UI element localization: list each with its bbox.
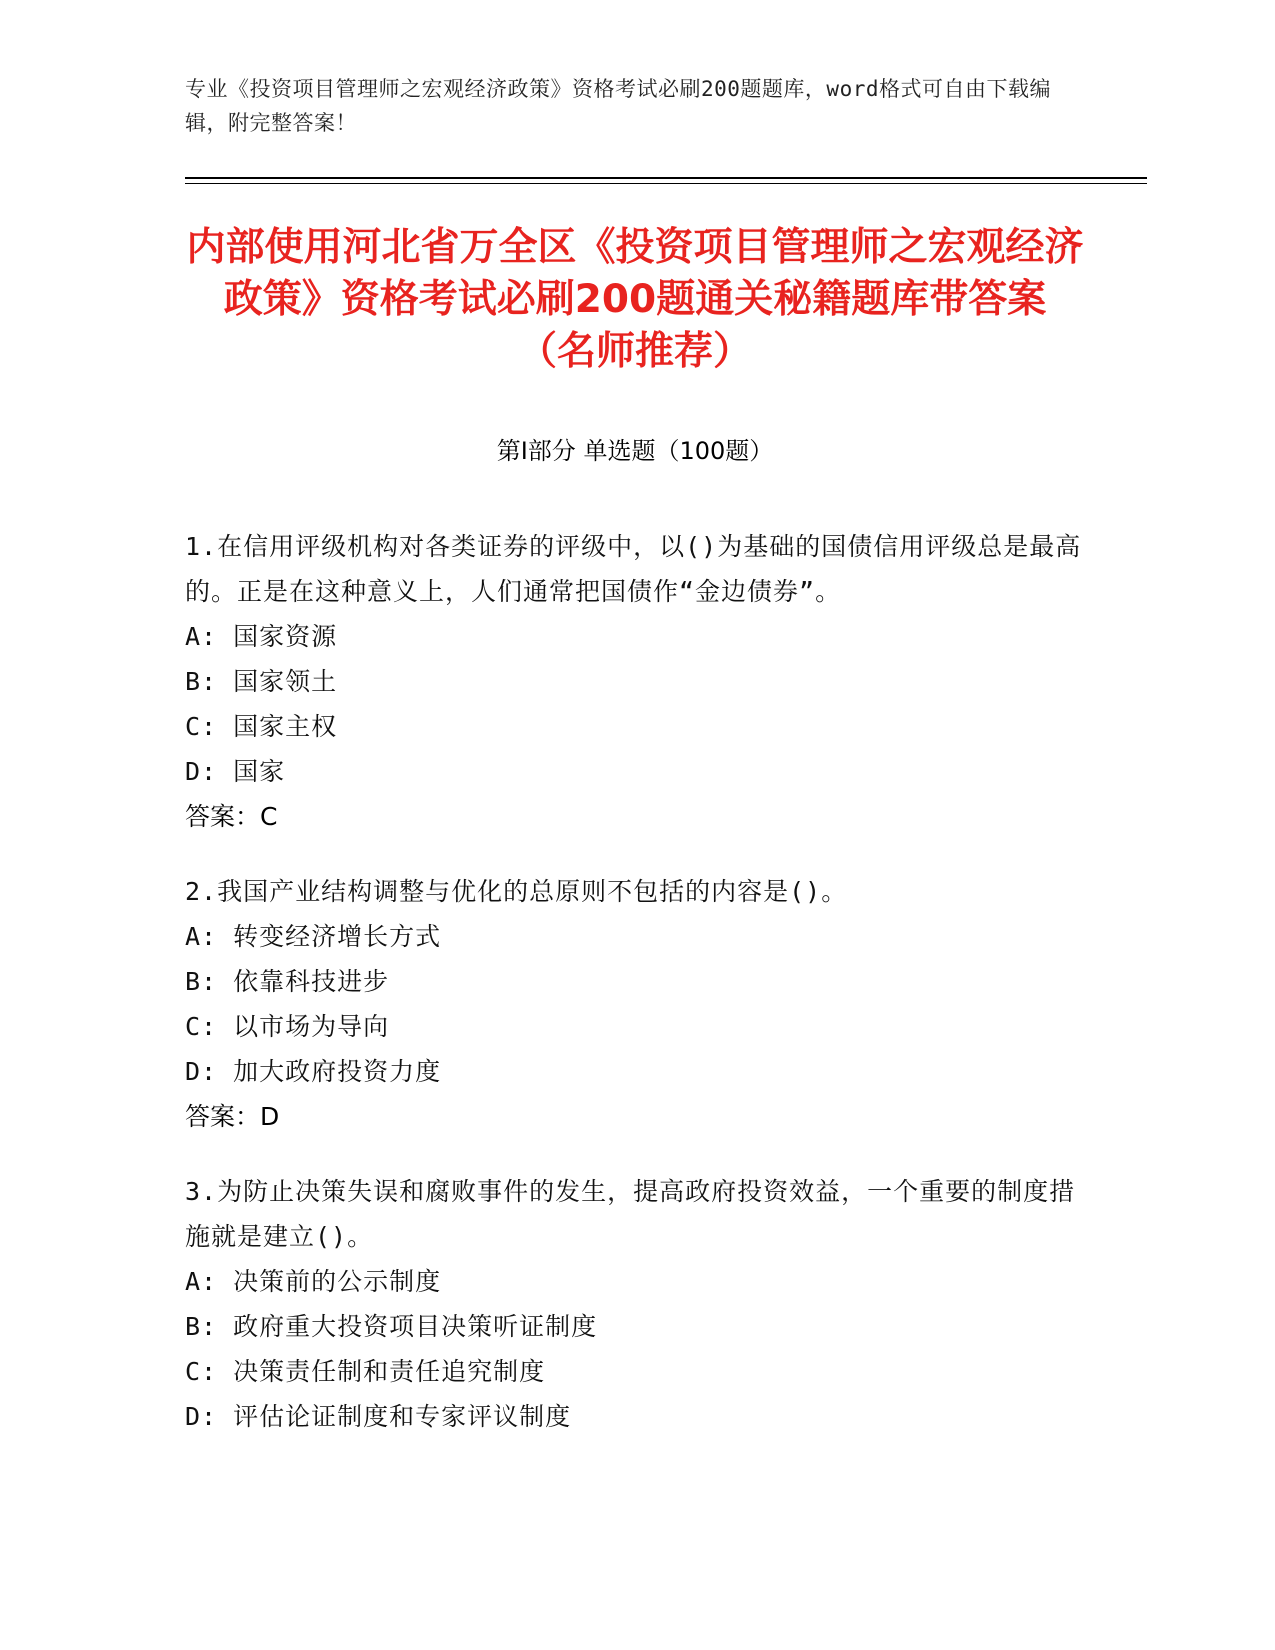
question-3 [185, 1169, 1085, 1439]
option-a: A: 国家资源 [185, 622, 338, 651]
document-title: 内部使用河北省万全区《投资项目管理师之宏观经济政策》资格考试必刷200题通关秘籍题库带答案（名师推荐） [186, 225, 1084, 374]
option-c: C: 决策责任制和责任追究制度 [185, 1357, 546, 1386]
answer: 答案：C [185, 802, 278, 831]
question-text: 1.在信用评级机构对各类证券的评级中，以()为基础的国债信用评级总是最高的。正是在这种意义上，人们通常把国债作“金边债券”。 [185, 532, 1082, 606]
option-d: D: 加大政府投资力度 [185, 1057, 442, 1086]
option-b: B: 国家领土 [185, 667, 338, 696]
option-d: D: 评估论证制度和专家评议制度 [185, 1402, 572, 1431]
option-b: B: 依靠科技进步 [185, 967, 390, 996]
option-a: A: 转变经济增长方式 [185, 922, 442, 951]
option-c: C: 国家主权 [185, 712, 338, 741]
option-b: B: 政府重大投资项目决策听证制度 [185, 1312, 598, 1341]
answer: 答案：D [185, 1102, 280, 1131]
header-rule-thin [185, 183, 1147, 184]
question-text: 3.为防止决策失误和腐败事件的发生，提高政府投资效益，一个重要的制度措施就是建立()。 [185, 1177, 1076, 1251]
header-note: 专业《投资项目管理师之宏观经济政策》资格考试必刷200题题库，word格式可自由下载编辑，附完整答案！ [185, 77, 1051, 135]
question-2 [185, 869, 1085, 1139]
question-1 [185, 524, 1085, 839]
option-a: A: 决策前的公示制度 [185, 1267, 442, 1296]
question-list [185, 524, 1085, 1469]
question-text: 2.我国产业结构调整与优化的总原则不包括的内容是()。 [185, 877, 848, 906]
option-c: C: 以市场为导向 [185, 1012, 390, 1041]
option-d: D: 国家 [185, 757, 286, 786]
section-title: 第Ⅰ部分 单选题（100题） [496, 437, 774, 465]
header-rule-thick [185, 177, 1147, 179]
